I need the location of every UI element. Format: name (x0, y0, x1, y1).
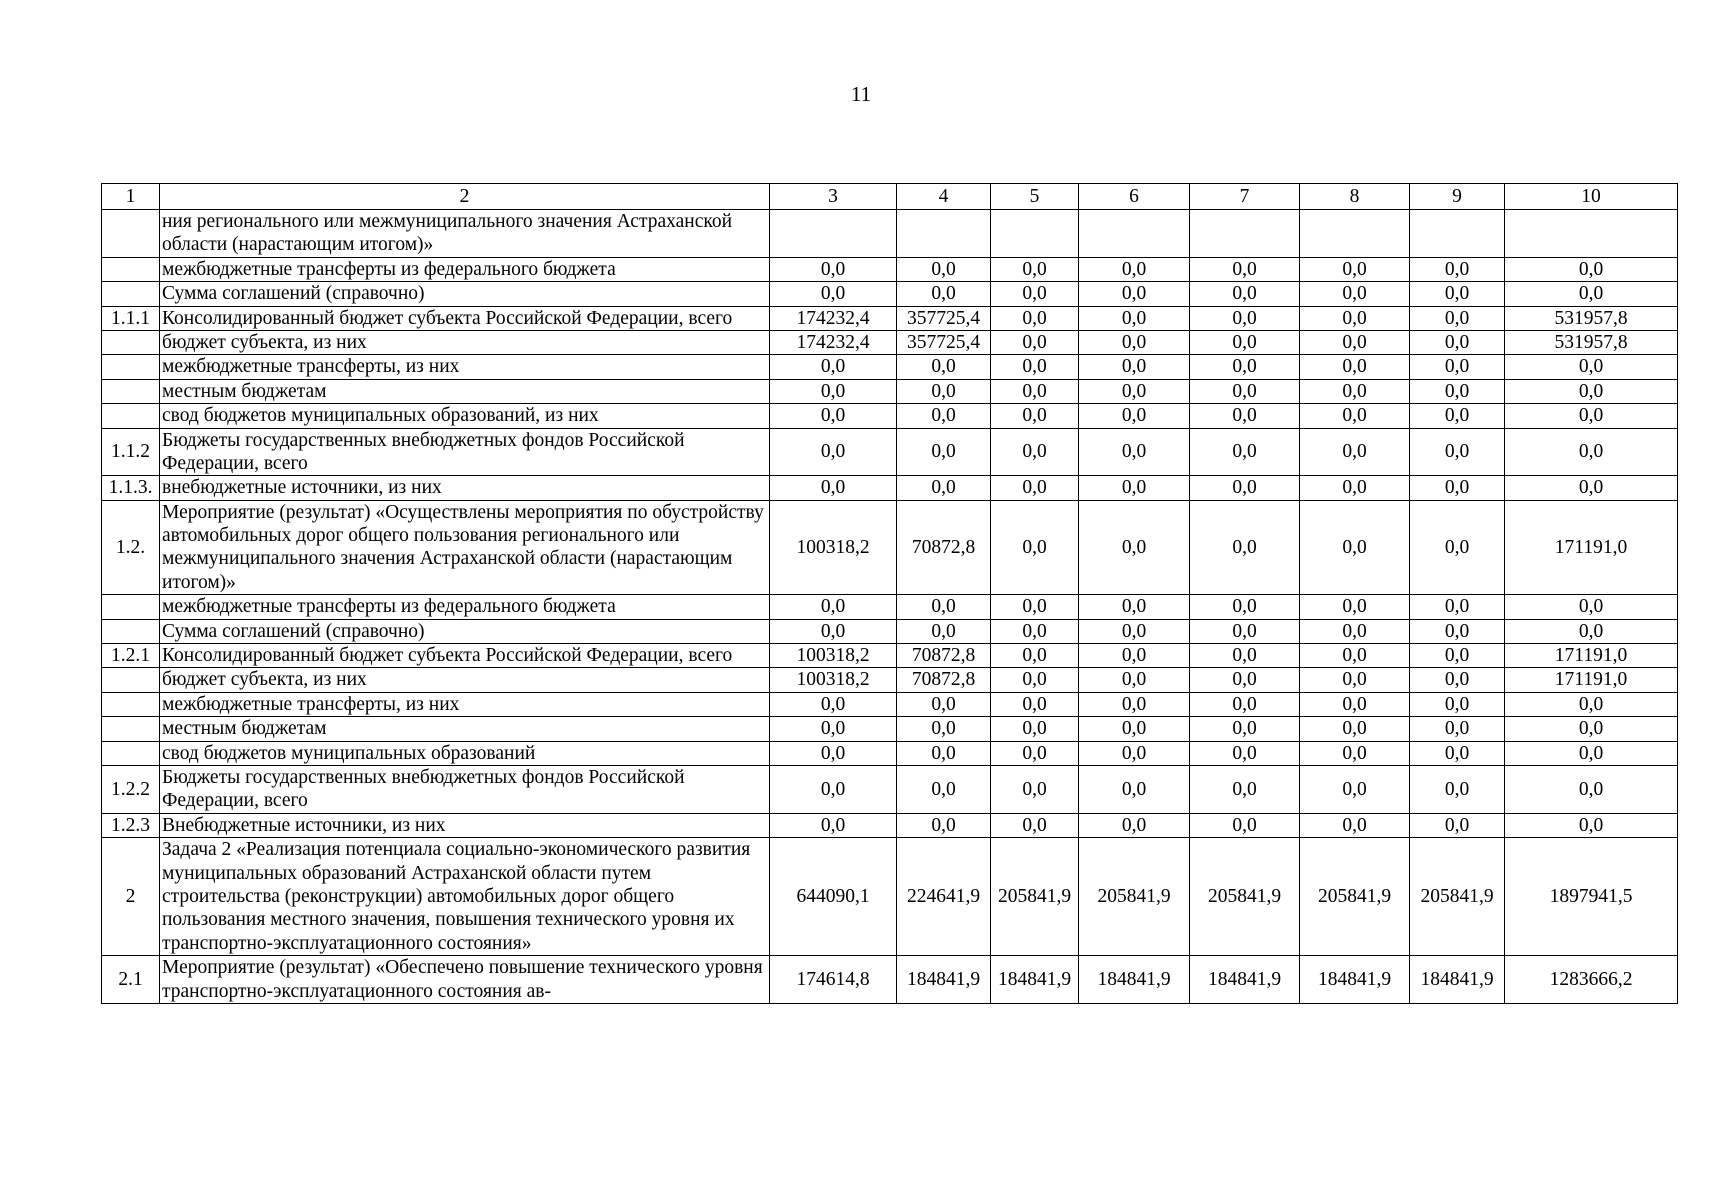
table-row (102, 619, 1678, 643)
value-cell: 0,0 (1505, 813, 1678, 837)
value-cell: 0,0 (897, 595, 991, 619)
table-row (102, 956, 1678, 1004)
value-cell: 0,0 (1079, 619, 1190, 643)
value-cell: 0,0 (897, 741, 991, 765)
row-name: Внебюджетные источники, из них (160, 813, 770, 837)
value-cell: 0,0 (1079, 404, 1190, 428)
value-cell: 0,0 (1079, 306, 1190, 330)
value-cell: 0,0 (1300, 404, 1410, 428)
value-cell: 0,0 (991, 644, 1079, 668)
row-name: бюджет субъекта, из них (160, 668, 770, 692)
value-cell: 205841,9 (991, 838, 1079, 956)
value-cell: 0,0 (991, 717, 1079, 741)
value-cell: 0,0 (1410, 741, 1505, 765)
value-cell (1190, 210, 1300, 258)
table-row (102, 282, 1678, 306)
value-cell: 0,0 (1079, 595, 1190, 619)
row-code (102, 741, 160, 765)
row-code (102, 282, 160, 306)
row-code (102, 404, 160, 428)
value-cell: 0,0 (1410, 765, 1505, 813)
value-cell: 184841,9 (1300, 956, 1410, 1004)
value-cell: 1897941,5 (1505, 838, 1678, 956)
table-row (102, 500, 1678, 595)
value-cell: 0,0 (770, 813, 897, 837)
value-cell: 0,0 (1300, 257, 1410, 281)
table-row (102, 668, 1678, 692)
value-cell: 0,0 (1079, 500, 1190, 595)
value-cell: 0,0 (991, 619, 1079, 643)
row-name: межбюджетные трансферты из федерального бюджета (160, 257, 770, 281)
row-name: ния регионального или межмуниципального значения Астраханской области (нарастающим итогом)» (160, 210, 770, 258)
value-cell: 70872,8 (897, 644, 991, 668)
value-cell: 205841,9 (1410, 838, 1505, 956)
value-cell: 171191,0 (1505, 500, 1678, 595)
value-cell: 0,0 (1410, 644, 1505, 668)
row-code (102, 692, 160, 716)
value-cell: 0,0 (1079, 428, 1190, 476)
value-cell: 0,0 (1190, 330, 1300, 354)
value-cell: 0,0 (897, 282, 991, 306)
table-row (102, 813, 1678, 837)
value-cell: 0,0 (1300, 379, 1410, 403)
row-name: Задача 2 «Реализация потенциала социально-экономического развития муниципальных образований Астраханской области путем строительства (реконструкции) автомобильных дорог общего пользования местного значения, повышения технического уровня их транспортно-эксплуатационного состояния» (160, 838, 770, 956)
value-cell: 531957,8 (1505, 330, 1678, 354)
row-code (102, 355, 160, 379)
row-name: Сумма соглашений (справочно) (160, 282, 770, 306)
value-cell: 0,0 (991, 765, 1079, 813)
row-name: Бюджеты государственных внебюджетных фондов Российской Федерации, всего (160, 765, 770, 813)
row-name: Бюджеты государственных внебюджетных фондов Российской Федерации, всего (160, 428, 770, 476)
value-cell: 0,0 (1505, 428, 1678, 476)
value-cell: 0,0 (1300, 644, 1410, 668)
table-row (102, 595, 1678, 619)
value-cell (1505, 210, 1678, 258)
budget-table (101, 183, 1678, 1004)
value-cell: 0,0 (1505, 595, 1678, 619)
value-cell: 0,0 (1410, 282, 1505, 306)
value-cell: 0,0 (1190, 644, 1300, 668)
value-cell: 0,0 (991, 404, 1079, 428)
table-row (102, 838, 1678, 956)
value-cell: 0,0 (1505, 379, 1678, 403)
value-cell: 0,0 (1079, 717, 1190, 741)
value-cell: 0,0 (1410, 355, 1505, 379)
value-cell: 205841,9 (1300, 838, 1410, 956)
page-number: 11 (850, 82, 872, 106)
value-cell: 0,0 (1505, 355, 1678, 379)
row-code (102, 595, 160, 619)
value-cell: 0,0 (897, 717, 991, 741)
value-cell: 0,0 (1190, 379, 1300, 403)
value-cell: 0,0 (1300, 741, 1410, 765)
row-code: 1.1.1 (102, 306, 160, 330)
value-cell: 0,0 (1079, 765, 1190, 813)
row-code (102, 257, 160, 281)
value-cell: 0,0 (1079, 692, 1190, 716)
row-name: Мероприятие (результат) «Обеспечено повышение технического уровня транспортно-эксплуатационного состояния ав- (160, 956, 770, 1004)
value-cell: 0,0 (1079, 668, 1190, 692)
value-cell: 0,0 (1079, 379, 1190, 403)
value-cell: 0,0 (1410, 813, 1505, 837)
column-number: 3 (770, 184, 897, 210)
table-row (102, 476, 1678, 500)
value-cell: 224641,9 (897, 838, 991, 956)
value-cell: 0,0 (1300, 595, 1410, 619)
column-number: 8 (1300, 184, 1410, 210)
row-code: 1.1.3. (102, 476, 160, 500)
value-cell: 0,0 (1410, 717, 1505, 741)
row-code: 1.1.2 (102, 428, 160, 476)
value-cell: 357725,4 (897, 306, 991, 330)
row-name: Консолидированный бюджет субъекта Российской Федерации, всего (160, 306, 770, 330)
value-cell: 70872,8 (897, 500, 991, 595)
value-cell: 184841,9 (991, 956, 1079, 1004)
value-cell: 0,0 (1410, 306, 1505, 330)
value-cell: 0,0 (1190, 717, 1300, 741)
column-number: 9 (1410, 184, 1505, 210)
value-cell: 0,0 (1505, 282, 1678, 306)
row-code: 2 (102, 838, 160, 956)
row-name: свод бюджетов муниципальных образований, из них (160, 404, 770, 428)
value-cell: 205841,9 (1079, 838, 1190, 956)
value-cell: 0,0 (1410, 595, 1505, 619)
value-cell: 0,0 (1300, 717, 1410, 741)
value-cell: 0,0 (770, 355, 897, 379)
value-cell: 0,0 (1410, 500, 1505, 595)
value-cell: 184841,9 (897, 956, 991, 1004)
value-cell: 0,0 (1190, 595, 1300, 619)
value-cell (1300, 210, 1410, 258)
value-cell: 0,0 (770, 282, 897, 306)
value-cell: 0,0 (897, 619, 991, 643)
value-cell: 0,0 (1300, 355, 1410, 379)
value-cell: 100318,2 (770, 644, 897, 668)
table-row (102, 404, 1678, 428)
value-cell: 644090,1 (770, 838, 897, 956)
row-name: бюджет субъекта, из них (160, 330, 770, 354)
value-cell: 0,0 (1505, 619, 1678, 643)
value-cell: 0,0 (991, 668, 1079, 692)
value-cell: 0,0 (1410, 619, 1505, 643)
value-cell: 0,0 (1410, 257, 1505, 281)
value-cell: 0,0 (897, 765, 991, 813)
value-cell: 0,0 (897, 404, 991, 428)
column-number: 2 (160, 184, 770, 210)
value-cell: 0,0 (1079, 282, 1190, 306)
value-cell: 0,0 (1079, 813, 1190, 837)
value-cell: 0,0 (1300, 428, 1410, 476)
value-cell: 0,0 (1190, 282, 1300, 306)
value-cell: 0,0 (1190, 765, 1300, 813)
value-cell: 0,0 (1505, 717, 1678, 741)
value-cell (991, 210, 1079, 258)
row-name: Мероприятие (результат) «Осуществлены мероприятия по обустройству автомобильных дорог общего пользования регионального или межмуниципального значения Астраханской области (нарастающим итогом)» (160, 500, 770, 595)
value-cell: 0,0 (1300, 619, 1410, 643)
value-cell: 0,0 (1300, 765, 1410, 813)
column-number: 1 (102, 184, 160, 210)
table-row (102, 306, 1678, 330)
value-cell: 0,0 (1505, 257, 1678, 281)
value-cell: 531957,8 (1505, 306, 1678, 330)
value-cell: 0,0 (991, 500, 1079, 595)
value-cell: 174232,4 (770, 330, 897, 354)
value-cell: 0,0 (770, 717, 897, 741)
value-cell: 0,0 (991, 257, 1079, 281)
value-cell: 0,0 (1190, 428, 1300, 476)
column-number: 10 (1505, 184, 1678, 210)
value-cell: 0,0 (897, 476, 991, 500)
table-row (102, 765, 1678, 813)
value-cell: 0,0 (1190, 500, 1300, 595)
table-row (102, 379, 1678, 403)
row-code (102, 379, 160, 403)
value-cell: 1283666,2 (1505, 956, 1678, 1004)
table-row (102, 692, 1678, 716)
value-cell: 205841,9 (1190, 838, 1300, 956)
value-cell: 0,0 (1410, 692, 1505, 716)
row-name: внебюджетные источники, из них (160, 476, 770, 500)
value-cell: 0,0 (770, 692, 897, 716)
value-cell: 0,0 (1300, 813, 1410, 837)
value-cell: 0,0 (1079, 355, 1190, 379)
value-cell: 0,0 (1079, 476, 1190, 500)
value-cell: 0,0 (770, 619, 897, 643)
column-number-row (102, 184, 1678, 210)
value-cell: 0,0 (1505, 404, 1678, 428)
value-cell: 0,0 (991, 330, 1079, 354)
value-cell: 0,0 (770, 428, 897, 476)
row-name: местным бюджетам (160, 379, 770, 403)
row-code: 1.2.2 (102, 765, 160, 813)
row-code (102, 668, 160, 692)
value-cell: 0,0 (1190, 813, 1300, 837)
row-name: Сумма соглашений (справочно) (160, 619, 770, 643)
value-cell: 0,0 (897, 813, 991, 837)
value-cell: 0,0 (897, 692, 991, 716)
value-cell: 0,0 (1505, 476, 1678, 500)
value-cell: 174232,4 (770, 306, 897, 330)
column-number: 4 (897, 184, 991, 210)
value-cell: 0,0 (991, 595, 1079, 619)
value-cell: 0,0 (1505, 692, 1678, 716)
column-number: 7 (1190, 184, 1300, 210)
value-cell: 0,0 (1300, 692, 1410, 716)
value-cell: 0,0 (770, 404, 897, 428)
value-cell: 0,0 (1079, 644, 1190, 668)
value-cell: 0,0 (1190, 741, 1300, 765)
value-cell (1079, 210, 1190, 258)
value-cell: 171191,0 (1505, 668, 1678, 692)
row-code: 1.2.3 (102, 813, 160, 837)
value-cell: 0,0 (1300, 330, 1410, 354)
value-cell: 0,0 (991, 355, 1079, 379)
value-cell (1410, 210, 1505, 258)
value-cell: 100318,2 (770, 668, 897, 692)
value-cell: 0,0 (991, 692, 1079, 716)
row-name: свод бюджетов муниципальных образований (160, 741, 770, 765)
value-cell: 0,0 (1190, 476, 1300, 500)
value-cell: 0,0 (991, 379, 1079, 403)
value-cell: 0,0 (1505, 741, 1678, 765)
row-code: 2.1 (102, 956, 160, 1004)
row-name: межбюджетные трансферты из федерального бюджета (160, 595, 770, 619)
value-cell: 174614,8 (770, 956, 897, 1004)
row-name: Консолидированный бюджет субъекта Российской Федерации, всего (160, 644, 770, 668)
value-cell: 0,0 (897, 428, 991, 476)
value-cell: 0,0 (770, 765, 897, 813)
table-row (102, 355, 1678, 379)
value-cell: 0,0 (1079, 741, 1190, 765)
value-cell: 0,0 (1300, 476, 1410, 500)
table-row (102, 644, 1678, 668)
value-cell: 0,0 (1079, 257, 1190, 281)
value-cell: 0,0 (1410, 668, 1505, 692)
table-row (102, 330, 1678, 354)
value-cell: 0,0 (770, 379, 897, 403)
row-name: местным бюджетам (160, 717, 770, 741)
value-cell: 0,0 (897, 257, 991, 281)
value-cell: 0,0 (991, 282, 1079, 306)
row-code (102, 210, 160, 258)
value-cell: 0,0 (991, 476, 1079, 500)
value-cell: 0,0 (1410, 379, 1505, 403)
value-cell: 0,0 (1190, 257, 1300, 281)
value-cell: 0,0 (770, 476, 897, 500)
value-cell: 0,0 (1300, 306, 1410, 330)
row-code (102, 619, 160, 643)
table-row (102, 741, 1678, 765)
value-cell: 0,0 (1079, 330, 1190, 354)
value-cell: 0,0 (770, 595, 897, 619)
value-cell: 0,0 (1190, 306, 1300, 330)
value-cell: 0,0 (1410, 428, 1505, 476)
table-row (102, 257, 1678, 281)
value-cell: 100318,2 (770, 500, 897, 595)
row-code (102, 717, 160, 741)
value-cell: 0,0 (1190, 355, 1300, 379)
value-cell (897, 210, 991, 258)
table-row (102, 428, 1678, 476)
value-cell: 0,0 (1505, 765, 1678, 813)
value-cell: 0,0 (1190, 404, 1300, 428)
value-cell: 184841,9 (1410, 956, 1505, 1004)
column-number: 6 (1079, 184, 1190, 210)
value-cell: 0,0 (770, 741, 897, 765)
row-code (102, 330, 160, 354)
value-cell: 70872,8 (897, 668, 991, 692)
table-row (102, 717, 1678, 741)
value-cell: 0,0 (1190, 619, 1300, 643)
value-cell (770, 210, 897, 258)
value-cell: 0,0 (1190, 692, 1300, 716)
column-number: 5 (991, 184, 1079, 210)
row-code: 1.2. (102, 500, 160, 595)
value-cell: 0,0 (1190, 668, 1300, 692)
row-code: 1.2.1 (102, 644, 160, 668)
value-cell: 0,0 (1410, 330, 1505, 354)
value-cell: 0,0 (991, 741, 1079, 765)
value-cell: 184841,9 (1190, 956, 1300, 1004)
value-cell: 184841,9 (1079, 956, 1190, 1004)
row-name: межбюджетные трансферты, из них (160, 692, 770, 716)
value-cell: 0,0 (991, 428, 1079, 476)
value-cell: 0,0 (991, 306, 1079, 330)
value-cell: 0,0 (897, 355, 991, 379)
value-cell: 0,0 (1300, 500, 1410, 595)
value-cell: 0,0 (1300, 668, 1410, 692)
value-cell: 357725,4 (897, 330, 991, 354)
table-row (102, 210, 1678, 258)
value-cell: 0,0 (1410, 476, 1505, 500)
value-cell: 0,0 (1300, 282, 1410, 306)
row-name: межбюджетные трансферты, из них (160, 355, 770, 379)
value-cell: 171191,0 (1505, 644, 1678, 668)
value-cell: 0,0 (770, 257, 897, 281)
value-cell: 0,0 (1410, 404, 1505, 428)
value-cell: 0,0 (991, 813, 1079, 837)
value-cell: 0,0 (897, 379, 991, 403)
